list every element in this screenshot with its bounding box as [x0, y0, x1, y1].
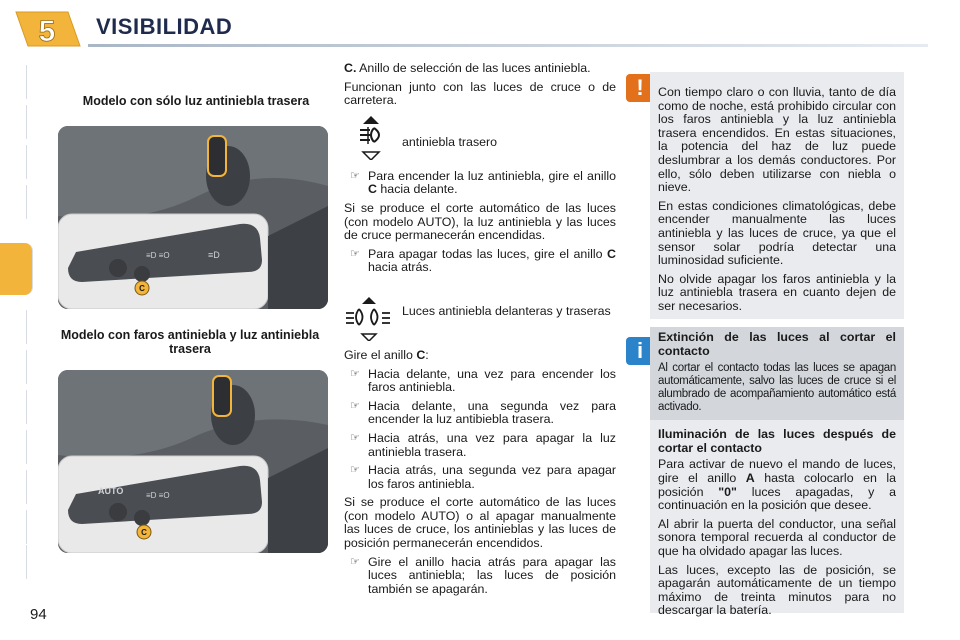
paragraph-dipped-beam: Funcionan junto con las luces de cruce o de carretera. — [344, 79, 616, 108]
side-tab[interactable] — [0, 145, 27, 179]
stalk-photo-front-rear-fog — [58, 370, 328, 553]
caption-rear-fog-model: Modelo con sólo luz antiniebla trasera — [82, 94, 310, 108]
bullet-hand-icon: ☞ — [350, 431, 360, 444]
chapter-number: 5 — [38, 15, 56, 48]
bullet-hand-icon: ☞ — [350, 247, 360, 260]
warning-paragraph-3: No olvide apagar los faros antiniebla y la luz antiniebla trasera en cuanto dejen de ser necesarios. — [658, 271, 896, 313]
ring-c-description: Anillo de selección de las luces antiniebla. — [359, 61, 591, 75]
page-number: 94 — [30, 606, 47, 623]
rear-fog-icon-row — [344, 114, 616, 160]
side-tab[interactable] — [0, 185, 27, 219]
info-paragraph-1: Al cortar el contacto todas las luces se apagan automáticamente, salvo las luces de cruce si el alumbrado de acompañamiento automático está activado. — [658, 362, 896, 414]
info-icon: i — [626, 337, 654, 365]
info-heading-2: Iluminación de las luces después de cortar el contacto — [658, 427, 896, 455]
chapter-side-tabs — [0, 65, 34, 580]
warning-box — [650, 72, 904, 319]
info-paragraph-4: Las luces, excepto las de posición, se apagarán automáticamente de un tiempo máximo de treinta minutos para no descargar la batería. — [658, 562, 896, 618]
bullet-back-twice: ☞ Hacia atrás, una segunda vez para apagar los faros antiniebla. — [350, 463, 616, 491]
svg-text:≡D: ≡D — [208, 250, 220, 260]
caption-front-rear-fog-model: Modelo con faros antiniebla y luz antiniebla trasera — [60, 328, 320, 356]
stalk-illustration — [58, 126, 328, 309]
stalk-label-auto: AUTO — [98, 486, 124, 496]
side-tab[interactable] — [0, 65, 27, 99]
bullet-hand-icon: ☞ — [350, 464, 360, 477]
front-rear-fog-lamp-icon — [344, 297, 394, 341]
callout-c: C — [141, 528, 147, 537]
bullet-turn-off-fog: ☞ Gire el anillo hacia atrás para apagar las luces antiniebla; las luces de posición también se apagarán. — [350, 554, 616, 596]
side-tab[interactable] — [0, 105, 27, 139]
warning-paragraph-2: En estas condiciones climatológicas, debe encender manualmente las luces antiniebla y las luces de cruce, ya que el sensor solar podría detectar una luminosidad suficiente. — [658, 198, 896, 268]
callout-c: C — [139, 284, 145, 293]
side-tab[interactable] — [0, 350, 27, 384]
bullet-turn-on-rear-fog: ☞ Para encender la luz antiniebla, gire el anillo C hacia delante. — [350, 168, 616, 197]
warning-paragraph-1: Con tiempo claro o con lluvia, tanto de día como de noche, está prohibido circular con los faros antiniebla y la luz antiniebla trasera encendidos. En estas situaciones, la potencia del haz de luz puede deslumbrar a los demás conductores. Por ello, sólo deben utilizarse con niebla o nieve. — [658, 85, 896, 195]
front-rear-fog-icon-row — [344, 295, 616, 339]
chapter-title: VISIBILIDAD — [96, 14, 233, 39]
paragraph-auto-cutoff: Si se produce el corte automático de las luces (con modelo AUTO), la luz antiniebla y las luces de cruce permanecerán encendidas. — [344, 200, 616, 243]
bullet-forward-once: ☞ Hacia delante, una vez para encender los faros antiniebla. — [350, 366, 616, 395]
side-tab[interactable] — [0, 470, 27, 504]
side-tab[interactable] — [0, 310, 27, 344]
front-rear-fog-label: Luces antiniebla delanteras y traseras — [402, 303, 611, 318]
bullet-hand-icon: ☞ — [350, 169, 360, 182]
bullet-hand-icon: ☞ — [350, 399, 360, 412]
ring-c-key: C. — [344, 61, 357, 75]
bullet-turn-off-all: ☞ Para apagar todas las luces, gire el anillo C hacia atrás. — [350, 246, 616, 275]
stalk-illustration — [58, 370, 328, 553]
paragraph-auto-cutoff-2: Si se produce el corte automático de las luces (con modelo AUTO) o al apagar manualmente las luces de cruce, los antinieblas y las luces de posición permanecerán encendidos. — [344, 495, 616, 551]
header-rule — [88, 44, 928, 47]
side-tab[interactable] — [0, 390, 27, 424]
side-tab[interactable] — [0, 545, 27, 579]
stalk-symbols: ≡D ≡O — [146, 251, 170, 260]
bullet-forward-twice: ☞ Hacia delante, una segunda vez para encender la luz antibiebla trasera. — [350, 398, 616, 427]
info-band-extinction — [650, 327, 904, 420]
side-tab[interactable] — [0, 430, 27, 464]
warning-icon: ! — [626, 74, 654, 102]
stalk-photo-rear-fog — [58, 126, 328, 309]
info-paragraph-3: Al abrir la puerta del conductor, una señal sonora temporal recuerda al conductor de que ha olvidado apagar las luces. — [658, 516, 896, 558]
info-box — [650, 327, 904, 618]
rear-fog-lamp-icon — [354, 116, 388, 160]
side-tab[interactable] — [0, 510, 27, 544]
info-heading-1: Extinción de las luces al cortar el contacto — [658, 330, 896, 358]
side-tab-active[interactable] — [0, 243, 33, 295]
instructions-column — [344, 62, 616, 601]
info-paragraph-2: Para activar de nuevo el mando de luces, gire el anillo A hasta colocarlo en la posición "0" luces apagadas, y a continuación en la posición que desee. — [658, 457, 896, 513]
bullet-back-once: ☞ Hacia atrás, una vez para apagar la luz antiniebla trasera. — [350, 430, 616, 459]
paragraph-turn-ring: Gire el anillo C: — [344, 347, 429, 362]
chapter-tab — [12, 8, 82, 50]
bullet-hand-icon: ☞ — [350, 367, 360, 380]
bullet-hand-icon: ☞ — [350, 555, 360, 568]
rear-fog-label: antiniebla trasero — [402, 134, 498, 149]
svg-text:≡D ≡O: ≡D ≡O — [146, 491, 170, 500]
